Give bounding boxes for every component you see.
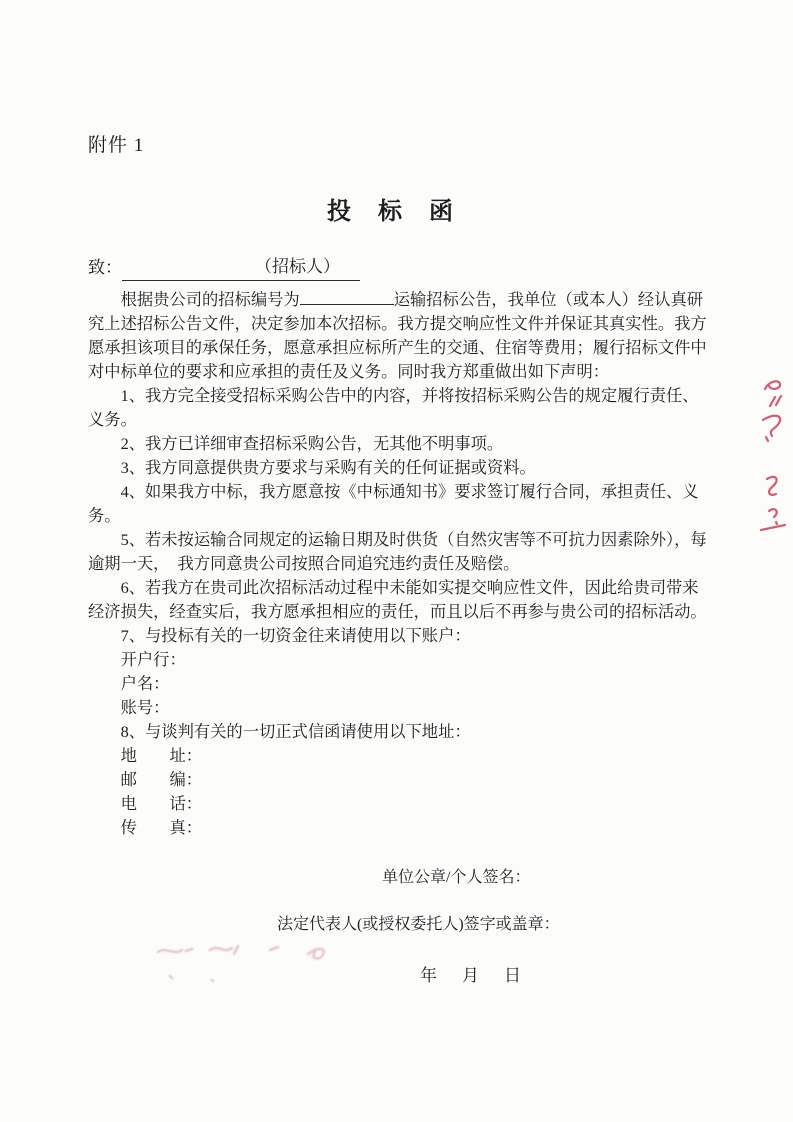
body-line: 经济损失，经查实后，我方愿承担相应的责任，而且以后不再参与贵公司的招标活动。 <box>88 602 707 621</box>
line-text: 根据贵公司的招标编号为 <box>120 290 300 309</box>
body-line: 究上述招标公告文件，决定参加本次招标。我方提交响应性文件并保证其真实性。我方 <box>88 314 707 333</box>
date-line: 年 月 日 <box>420 966 525 985</box>
body-line: 开户行： <box>120 650 186 669</box>
body-line: 邮 编： <box>120 770 203 789</box>
body-line: 6、若我方在贵司此次招标活动过程中未能如实提交响应性文件，因此给贵司带来 <box>120 578 699 597</box>
seal-signature-label: 单位公章/个人签名： <box>382 869 531 886</box>
body-line: 逾期一天， 我方同意贵公司按照合同追究违约责任及赔偿。 <box>88 554 520 573</box>
body-line: 电 话： <box>120 794 203 813</box>
body-line: 8、与谈判有关的一切正式信函请使用以下地址： <box>120 722 471 741</box>
body-line: 7、与投标有关的一切资金往来请使用以下账户： <box>120 626 471 645</box>
body-line: 对中标单位的要求和应承担的责任及义务。同时我方郑重做出如下声明： <box>88 362 610 381</box>
line-text: 运输招标公告，我单位（或本人）经认真研 <box>393 290 704 309</box>
salutation-line <box>88 254 360 281</box>
body-line: 地 址： <box>120 746 203 765</box>
salutation-prefix: 致： <box>88 258 122 277</box>
body-line: 5、若未按运输合同规定的运输日期及时供货（自然灾害等不可抗力因素除外），每 <box>120 530 707 549</box>
body-line: 账号： <box>120 698 170 717</box>
body-line: 传 真： <box>120 818 203 837</box>
body-line: 3、我方同意提供贵方要求与采购有关的任何证据或资料。 <box>120 458 536 477</box>
addressee-blank-underline <box>122 254 360 281</box>
document-title: 投标函 <box>327 199 480 225</box>
body-line: 2、我方已详细审查招标采购公告，无其他不明事项。 <box>120 434 504 453</box>
body-line <box>88 288 748 312</box>
body-line: 务。 <box>88 506 121 525</box>
body-line: 4、如果我方中标，我方愿意按《中标通知书》要求签订履行合同，承担责任、义 <box>120 482 699 501</box>
red-handwriting-marks-icon <box>753 373 793 538</box>
body-text <box>88 288 748 840</box>
blank-space <box>122 271 255 272</box>
representative-signature-label: 法定代表人(或授权委托人)签字或盖章： <box>277 916 560 933</box>
faded-red-ink-smudge-icon <box>152 938 347 988</box>
body-line: 户名： <box>120 674 170 693</box>
fill-in-blank-underline <box>300 290 394 305</box>
body-line: 义务。 <box>88 410 137 429</box>
addressee-hint: （招标人） <box>255 257 340 276</box>
attachment-label: 附件 1 <box>88 135 145 156</box>
blank-space <box>340 271 360 272</box>
body-line: 1、我方完全接受招标采购公告中的内容，并将按招标采购公告的规定履行责任、 <box>120 386 699 405</box>
body-line: 愿承担该项目的承保任务，愿意承担应标所产生的交通、住宿等费用；履行招标文件中 <box>88 338 707 357</box>
